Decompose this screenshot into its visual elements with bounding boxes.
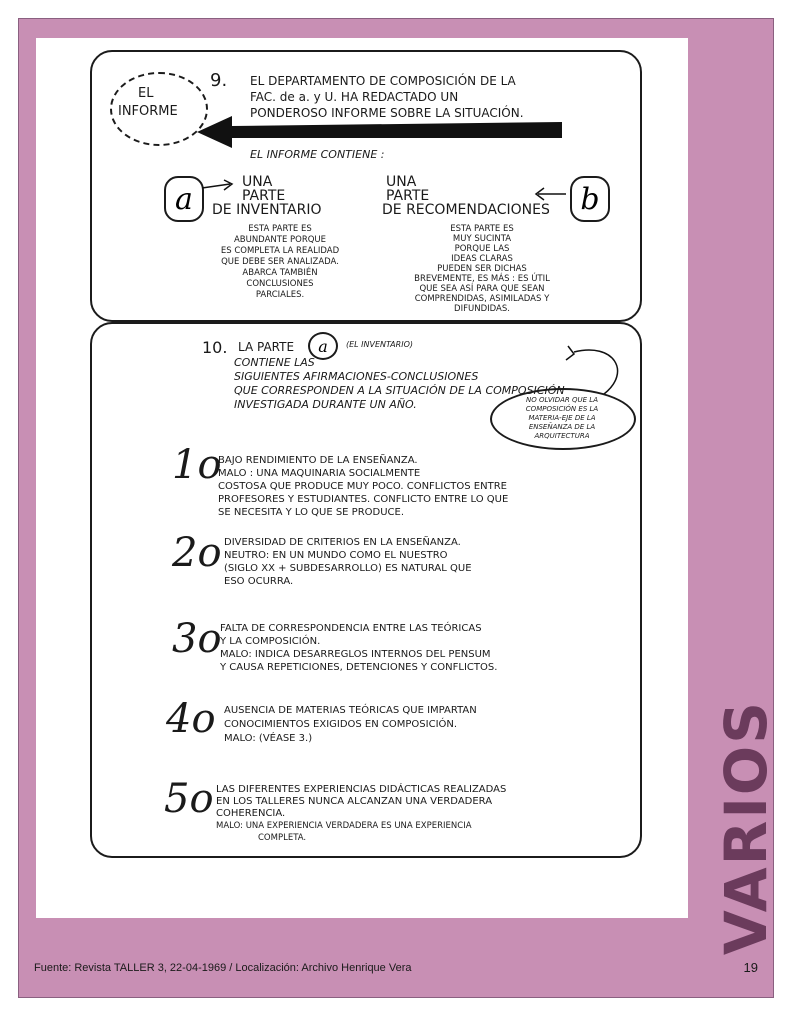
item-1-number: 1o [172,442,222,488]
item-4-text [224,704,477,746]
bubble-line-2: INFORME [118,104,178,119]
item-2-line: DIVERSIDAD DE CRITERIOS EN LA ENSEÑANZA. [224,537,461,548]
footer-source: Fuente: Revista TALLER 3, 22-04-1969 / Localización: Archivo Henrique Vera [34,962,412,974]
section-title: VARIOS [712,700,780,956]
part-a-desc-line: ES COMPLETA LA REALIDAD [220,246,340,256]
item-2-number: 2o [172,530,222,576]
item-3-number: 3o [172,616,222,662]
part-a-circle [164,176,204,222]
item-2-line: NEUTRO: EN UN MUNDO COMO EL NUESTRO [224,550,448,561]
part-a-desc-line: ABUNDANTE PORQUE [233,235,327,245]
part-note: (EL INVENTARIO) [346,340,413,349]
part-b-desc-line: COMPRENDIDAS, ASIMILADAS Y [414,294,550,304]
part-a-description [190,224,370,301]
page-number: 19 [743,960,758,975]
item-4-line: AUSENCIA DE MATERIAS TEÓRICAS QUE IMPARTAN [224,705,477,716]
reminder-note [498,396,626,441]
part-b-desc-line: MUY SUCINTA [452,234,512,244]
item-1-line: PROFESORES Y ESTUDIANTES. CONFLICTO ENTRE LO QUE [218,494,509,505]
part-a-title-1: UNA [242,174,273,190]
reminder-line: MATERIA-EJE DE LA [528,414,596,422]
item-1-line: COSTOSA QUE PRODUCE MUY POCO. CONFLICTOS ENTRE [218,481,507,492]
intro-line-2: FAC. de a. y U. HA REDACTADO UN [250,90,459,104]
part-label: LA PARTE [238,340,295,354]
part-b-description [382,224,582,314]
item-5-line: MALO: UNA EXPERIENCIA VERDADERA ES UNA EXPERIENCIA [216,821,472,831]
intro-line-3: PONDEROSO INFORME SOBRE LA SITUACIÓN. [250,106,524,120]
contains-label: EL INFORME CONTIENE : [250,148,385,161]
part-b-desc-line: IDEAS CLARAS [451,254,513,264]
item-2-text [224,536,472,588]
intro-line-1: CONTIENE LAS [234,356,315,369]
panel-9 [90,50,642,322]
item-3-line: MALO: INDICA DESARREGLOS INTERNOS DEL PENSUM [220,649,491,660]
arrow-to-part-b [532,184,572,204]
part-a-desc-line: ABARCA TAMBIÉN [242,268,318,278]
part-b-desc-line: ESTA PARTE ES [450,224,514,234]
big-arrow [92,52,640,152]
item-3-line: FALTA DE CORRESPONDENCIA ENTRE LAS TEÓRICAS [220,623,482,634]
part-letter: a [318,336,328,356]
part-a-desc-line: QUE DEBE SER ANALIZADA. [221,257,339,267]
part-b-circle [570,176,610,222]
part-b-desc-line: QUE SEA ASÍ PARA QUE SEAN [419,284,545,294]
step-number: 10. [202,338,228,357]
item-5-text [216,784,506,844]
part-b-desc-line: BREVEMENTE, ES MÁS : ES ÚTIL [414,274,550,284]
part-b-desc-line: PUEDEN SER DICHAS [437,264,527,274]
part-a-title-2: PARTE [242,188,286,204]
item-1-line: BAJO RENDIMIENTO DE LA ENSEÑANZA. [218,455,418,466]
intro-line-2: SIGUIENTES AFIRMACIONES-CONCLUSIONES [234,370,479,383]
item-1-line: SE NECESITA Y LO QUE SE PRODUCE. [218,507,405,518]
part-a-desc-line: PARCIALES. [255,290,305,300]
part-b-title-1: UNA [386,174,417,190]
part-b-desc-line: PORQUE LAS [454,244,510,254]
item-5-line: COHERENCIA. [216,808,286,819]
intro-line-3: QUE CORRESPONDEN A LA SITUACIÓN DE LA COMPOSICIÓN [234,384,565,397]
part-b-title-2: PARTE [386,188,430,204]
intro-line-4: INVESTIGADA DURANTE UN AÑO. [234,398,417,411]
item-5-number: 5o [164,776,214,822]
scanned-sheet [36,38,688,918]
panel-10 [90,322,642,858]
part-b-title-3: DE RECOMENDACIONES [382,202,550,218]
part-b-desc-line: DIFUNDIDAS. [454,304,510,314]
item-1-text [218,454,508,519]
item-5-line: LAS DIFERENTES EXPERIENCIAS DIDÁCTICAS REALIZADAS [216,784,507,795]
bubble-line-1: EL [138,86,154,101]
reminder-line: ENSEÑANZA DE LA [528,423,596,431]
reminder-line: NO OLVIDAR QUE LA [526,396,598,404]
reminder-line: ARQUITECTURA [534,432,590,440]
part-a-desc-line: ESTA PARTE ES [248,224,312,234]
intro-line-1: EL DEPARTAMENTO DE COMPOSICIÓN DE LA [250,74,516,88]
item-3-line: Y CAUSA REPETICIONES, DETENCIONES Y CONFLICTOS. [220,662,498,673]
part-a-title-3: DE INVENTARIO [212,202,322,218]
item-5-line: EN LOS TALLERES NUNCA ALCANZAN UNA VERDADERA [216,796,493,807]
item-2-line: ESO OCURRA. [224,576,294,587]
arrow-to-part-a [200,178,240,198]
item-4-line: CONOCIMIENTOS EXIGIDOS EN COMPOSICIÓN. [224,719,458,730]
part-a-desc-line: CONCLUSIONES [246,279,314,289]
step-number: 9. [210,70,228,91]
item-1-line: MALO : UNA MAQUINARIA SOCIALMENTE [218,468,421,479]
item-4-number: 4o [166,696,216,742]
item-5-line: COMPLETA. [258,833,307,843]
item-3-line: Y LA COMPOSICIÓN. [220,636,321,647]
reminder-line: COMPOSICIÓN ES LA [525,405,599,413]
item-2-line: (SIGLO XX + SUBDESARROLLO) ES NATURAL QUE [224,563,472,574]
part-a-letter: a [175,181,193,217]
item-4-line: MALO: (VÉASE 3.) [224,733,313,744]
item-3-text [220,622,497,674]
part-b-letter: b [580,181,600,217]
